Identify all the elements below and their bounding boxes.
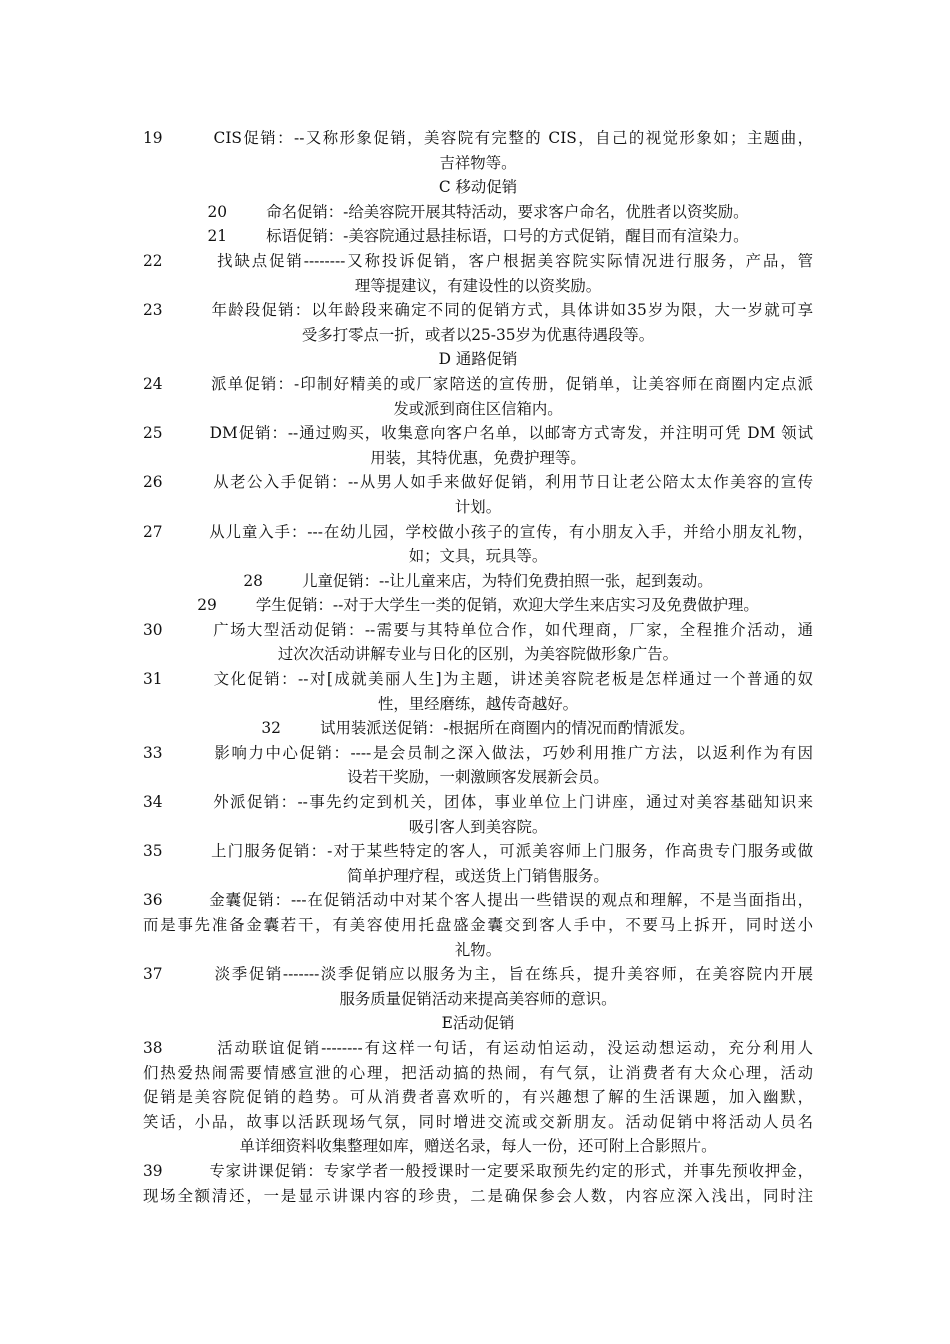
text-line: 受多打零点一折，或者以25-35岁为优惠待遇段等。 [301, 325, 655, 344]
text-line: 发或派到商住区信箱内。 [393, 399, 563, 418]
text-line: 23 年龄段促销：以年龄段来确定不同的促销方式，具体讲如35岁为限，大一岁就可享 [143, 301, 813, 320]
text-line: 笑话，小品，故事以活跃现场气氛，同时增进交流或交新朋友。活动促销中将活动人员名 [143, 1112, 813, 1131]
text-line: 38 活动联谊促销--------有这样一句话，有运动怕运动，没运动想运动，充分利用人 [143, 1038, 813, 1057]
text-line: 31 文化促销：--对[成就美丽人生]为主题，讲述美容院老板是怎样通过一个普通的奴 [143, 670, 813, 689]
text-line: 简单护理疗程，或送货上门销售服务。 [347, 866, 609, 885]
text-line: 29 学生促销：--对于大学生一类的促销，欢迎大学生来店实习及免费做护理。 [197, 596, 759, 615]
text-line: 36 金囊促销：---在促销活动中对某个客人提出一些错误的观点和理解，不是当面指出， [143, 891, 813, 910]
text-line: 们热爱热闹需要情感宣泄的心理，把活动搞的热闹，有气氛，让消费者有大众心理，活动 [143, 1063, 813, 1082]
text-line: 设若干奖励，一刺激顾客发展新会员。 [347, 768, 609, 787]
text-line: 21 标语促销：-美容院通过悬挂标语，口号的方式促销，醒目而有渲染力。 [207, 227, 749, 246]
text-line: 19 CIS促销：--又称形象促销，美容院有完整的 CIS，自己的视觉形象如；主题曲， [143, 129, 813, 147]
text-line: 用装，其特优惠，免费护理等。 [370, 448, 586, 467]
text-line: 30 广场大型活动促销：--需要与其特单位合作，如代理商，厂家，全程推介活动，通 [143, 620, 813, 639]
text-line: 35 上门服务促销：-对于某些特定的客人，可派美容师上门服务，作高贵专门服务或做 [143, 842, 813, 861]
text-line: 32 试用装派送促销：-根据所在商圈内的情况而酌情派发。 [261, 719, 695, 738]
text-line: 26 从老公入手促销：--从男人如手来做好促销，利用节日让老公陪太太作美容的宣传 [143, 473, 813, 492]
text-line: 27 从儿童入手：---在幼儿园，学校做小孩子的宣传，有小朋友入手，并给小朋友礼物， [143, 522, 813, 541]
text-line: 34 外派促销：--事先约定到机关，团体，事业单位上门讲座，通过对美容基础知识来 [143, 793, 813, 812]
text-line: 39 专家讲课促销：专家学者一般授课时一定要采取预先约定的形式，并事先预收押金， [143, 1161, 813, 1180]
text-line: 33 影响力中心促销：----是会员制之深入做法，巧妙利用推广方法，以返利作为有因 [143, 743, 813, 762]
text-line: 理等提建议，有建设性的以资奖励。 [354, 276, 602, 295]
text-line: 计划。 [454, 497, 502, 516]
text-line: 24 派单促销：-印制好精美的或厂家陪送的宣传册，促销单，让美容师在商圈内定点派 [143, 374, 813, 393]
text-line: 28 儿童促销：--让儿童来店，为特们免费拍照一张，起到轰动。 [243, 571, 713, 590]
section-heading: E活动促销 [441, 1014, 515, 1033]
text-line: 37 淡季促销-------淡季促销应以服务为主，旨在练兵，提升美容师，在美容院内开展 [143, 965, 813, 984]
text-line: 而是事先准备金囊若干，有美容使用托盘盛金囊交到客人手中，不要马上拆开，同时送小 [143, 916, 813, 934]
document-body [143, 126, 813, 1208]
text-line: 性，里经磨练，越传奇越好。 [377, 694, 579, 713]
text-line: 如；文具，玩具等。 [408, 547, 548, 566]
text-line: 吸引客人到美容院。 [408, 817, 548, 836]
text-line: 过次次活动讲解专业与日化的区别，为美容院做形象广告。 [277, 645, 679, 664]
text-line: 促销是美容院促销的趋势。可从消费者喜欢听的，有兴趣想了解的生活课题，加入幽默， [143, 1088, 813, 1107]
text-line: 吉祥物等。 [439, 153, 517, 172]
text-line: 现场全额清还，一是显示讲课内容的珍贵，二是确保参会人数，内容应深入浅出，同时注 [143, 1186, 813, 1205]
text-line: 礼物。 [454, 940, 502, 959]
text-line: 20 命名促销：-给美容院开展其特活动，要求客户命名，优胜者以资奖励。 [207, 202, 749, 221]
text-line: 服务质量促销活动来提高美容师的意识。 [339, 989, 617, 1008]
section-heading: D 通路促销 [438, 350, 518, 369]
text-line: 单详细资料收集整理如库，赠送名录，每人一份，还可附上合影照片。 [239, 1137, 717, 1156]
text-line: 25 DM促销：--通过购买，收集意向客户名单，以邮寄方式寄发，并注明可凭 DM 领试 [143, 424, 813, 443]
text-line: 22 找缺点促销--------又称投诉促销，客户根据美容院实际情况进行服务，产品，管 [143, 251, 813, 270]
section-heading: C 移动促销 [438, 178, 518, 197]
